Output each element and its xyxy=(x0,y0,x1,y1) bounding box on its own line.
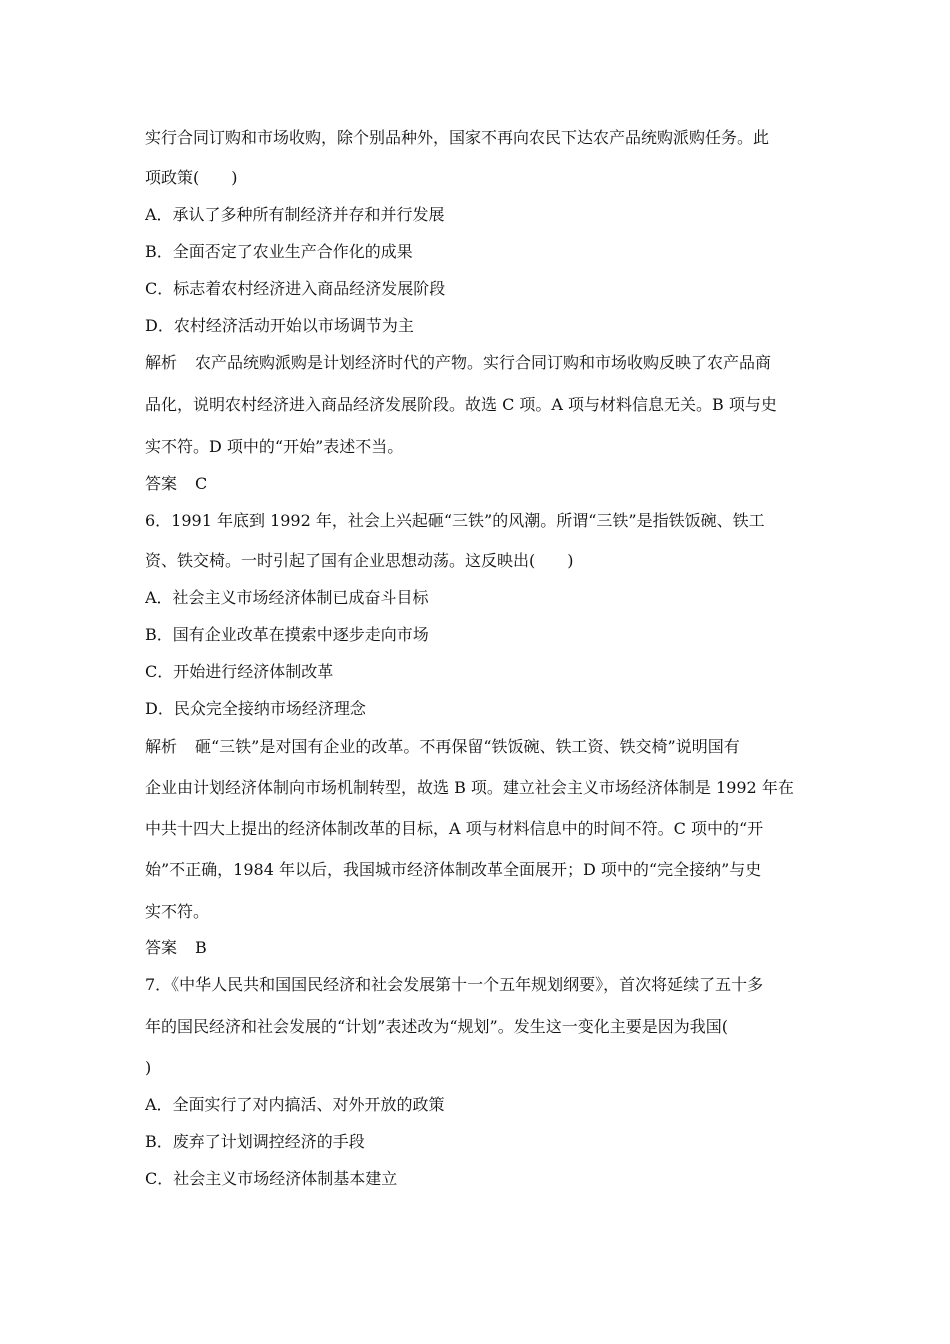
q5-analysis-line-1 xyxy=(145,353,810,373)
q5-analysis-text-1: 农产品统购派购是计划经济时代的产物。实行合同订购和市场收购反映了农产品商 xyxy=(195,353,772,372)
q5-analysis-line-2: 品化，说明农村经济进入商品经济发展阶段。故选 C 项。A 项与材料信息无关。B 项与史 xyxy=(145,395,777,414)
q5-answer-label: 答案 xyxy=(145,474,178,493)
q6-option-a: A．社会主义市场经济体制已成奋斗目标 xyxy=(145,588,429,607)
q7-option-a: A．全面实行了对内搞活、对外开放的政策 xyxy=(145,1095,445,1114)
q6-analysis-line-4: 始”不正确，1984 年以后，我国城市经济体制改革全面展开；D 项中的“完全接纳”与史 xyxy=(145,860,762,879)
q5-option-d: D．农村经济活动开始以市场调节为主 xyxy=(145,316,414,335)
q5-stem-line-2: 项政策( ) xyxy=(145,168,238,187)
q6-answer-line xyxy=(145,938,810,958)
q6-stem-line-1: 6．1991 年底到 1992 年，社会上兴起砸“三铁”的风潮。所谓“三铁”是指铁饭碗、铁工 xyxy=(145,511,765,530)
q6-option-c: C．开始进行经济体制改革 xyxy=(145,662,334,681)
q6-option-d: D．民众完全接纳市场经济理念 xyxy=(145,699,366,718)
q7-stem-line-1: 7．《中华人民共和国国民经济和社会发展第十一个五年规划纲要》，首次将延续了五十多 xyxy=(145,975,764,994)
q5-option-b: B．全面否定了农业生产合作化的成果 xyxy=(145,242,413,261)
q6-analysis-label: 解析 xyxy=(145,737,178,756)
q5-option-a: A．承认了多种所有制经济并存和并行发展 xyxy=(145,205,445,224)
q7-option-c: C．社会主义市场经济体制基本建立 xyxy=(145,1169,398,1188)
q6-option-b: B．国有企业改革在摸索中逐步走向市场 xyxy=(145,625,429,644)
q5-analysis-line-3: 实不符。D 项中的“开始”表述不当。 xyxy=(145,437,404,456)
q5-stem-line-1: 实行合同订购和市场收购，除个别品种外，国家不再向农民下达农产品统购派购任务。此 xyxy=(145,128,770,147)
q6-analysis-line-1 xyxy=(145,737,810,757)
q6-analysis-line-2: 企业由计划经济体制向市场机制转型，故选 B 项。建立社会主义市场经济体制是 1992 年在 xyxy=(145,778,794,797)
q5-answer-line xyxy=(145,474,810,494)
q7-stem-line-2: 年的国民经济和社会发展的“计划”表述改为“规划”。发生这一变化主要是因为我国( xyxy=(145,1017,728,1036)
q6-stem-line-2: 资、铁交椅。一时引起了国有企业思想动荡。这反映出( ) xyxy=(145,551,574,570)
q6-answer-label: 答案 xyxy=(145,938,178,957)
q7-option-b: B．废弃了计划调控经济的手段 xyxy=(145,1132,365,1151)
q6-analysis-text-1: 砸“三铁”是对国有企业的改革。不再保留“铁饭碗、铁工资、铁交椅”说明国有 xyxy=(195,737,740,756)
q6-analysis-line-3: 中共十四大上提出的经济体制改革的目标，A 项与材料信息中的时间不符。C 项中的“开 xyxy=(145,819,764,838)
q5-analysis-label: 解析 xyxy=(145,353,178,372)
q6-analysis-line-5: 实不符。 xyxy=(145,902,210,921)
q5-answer-value: C xyxy=(195,474,208,493)
q6-answer-value: B xyxy=(195,938,207,957)
q7-stem-line-3: ) xyxy=(145,1058,152,1077)
q5-option-c: C．标志着农村经济进入商品经济发展阶段 xyxy=(145,279,446,298)
